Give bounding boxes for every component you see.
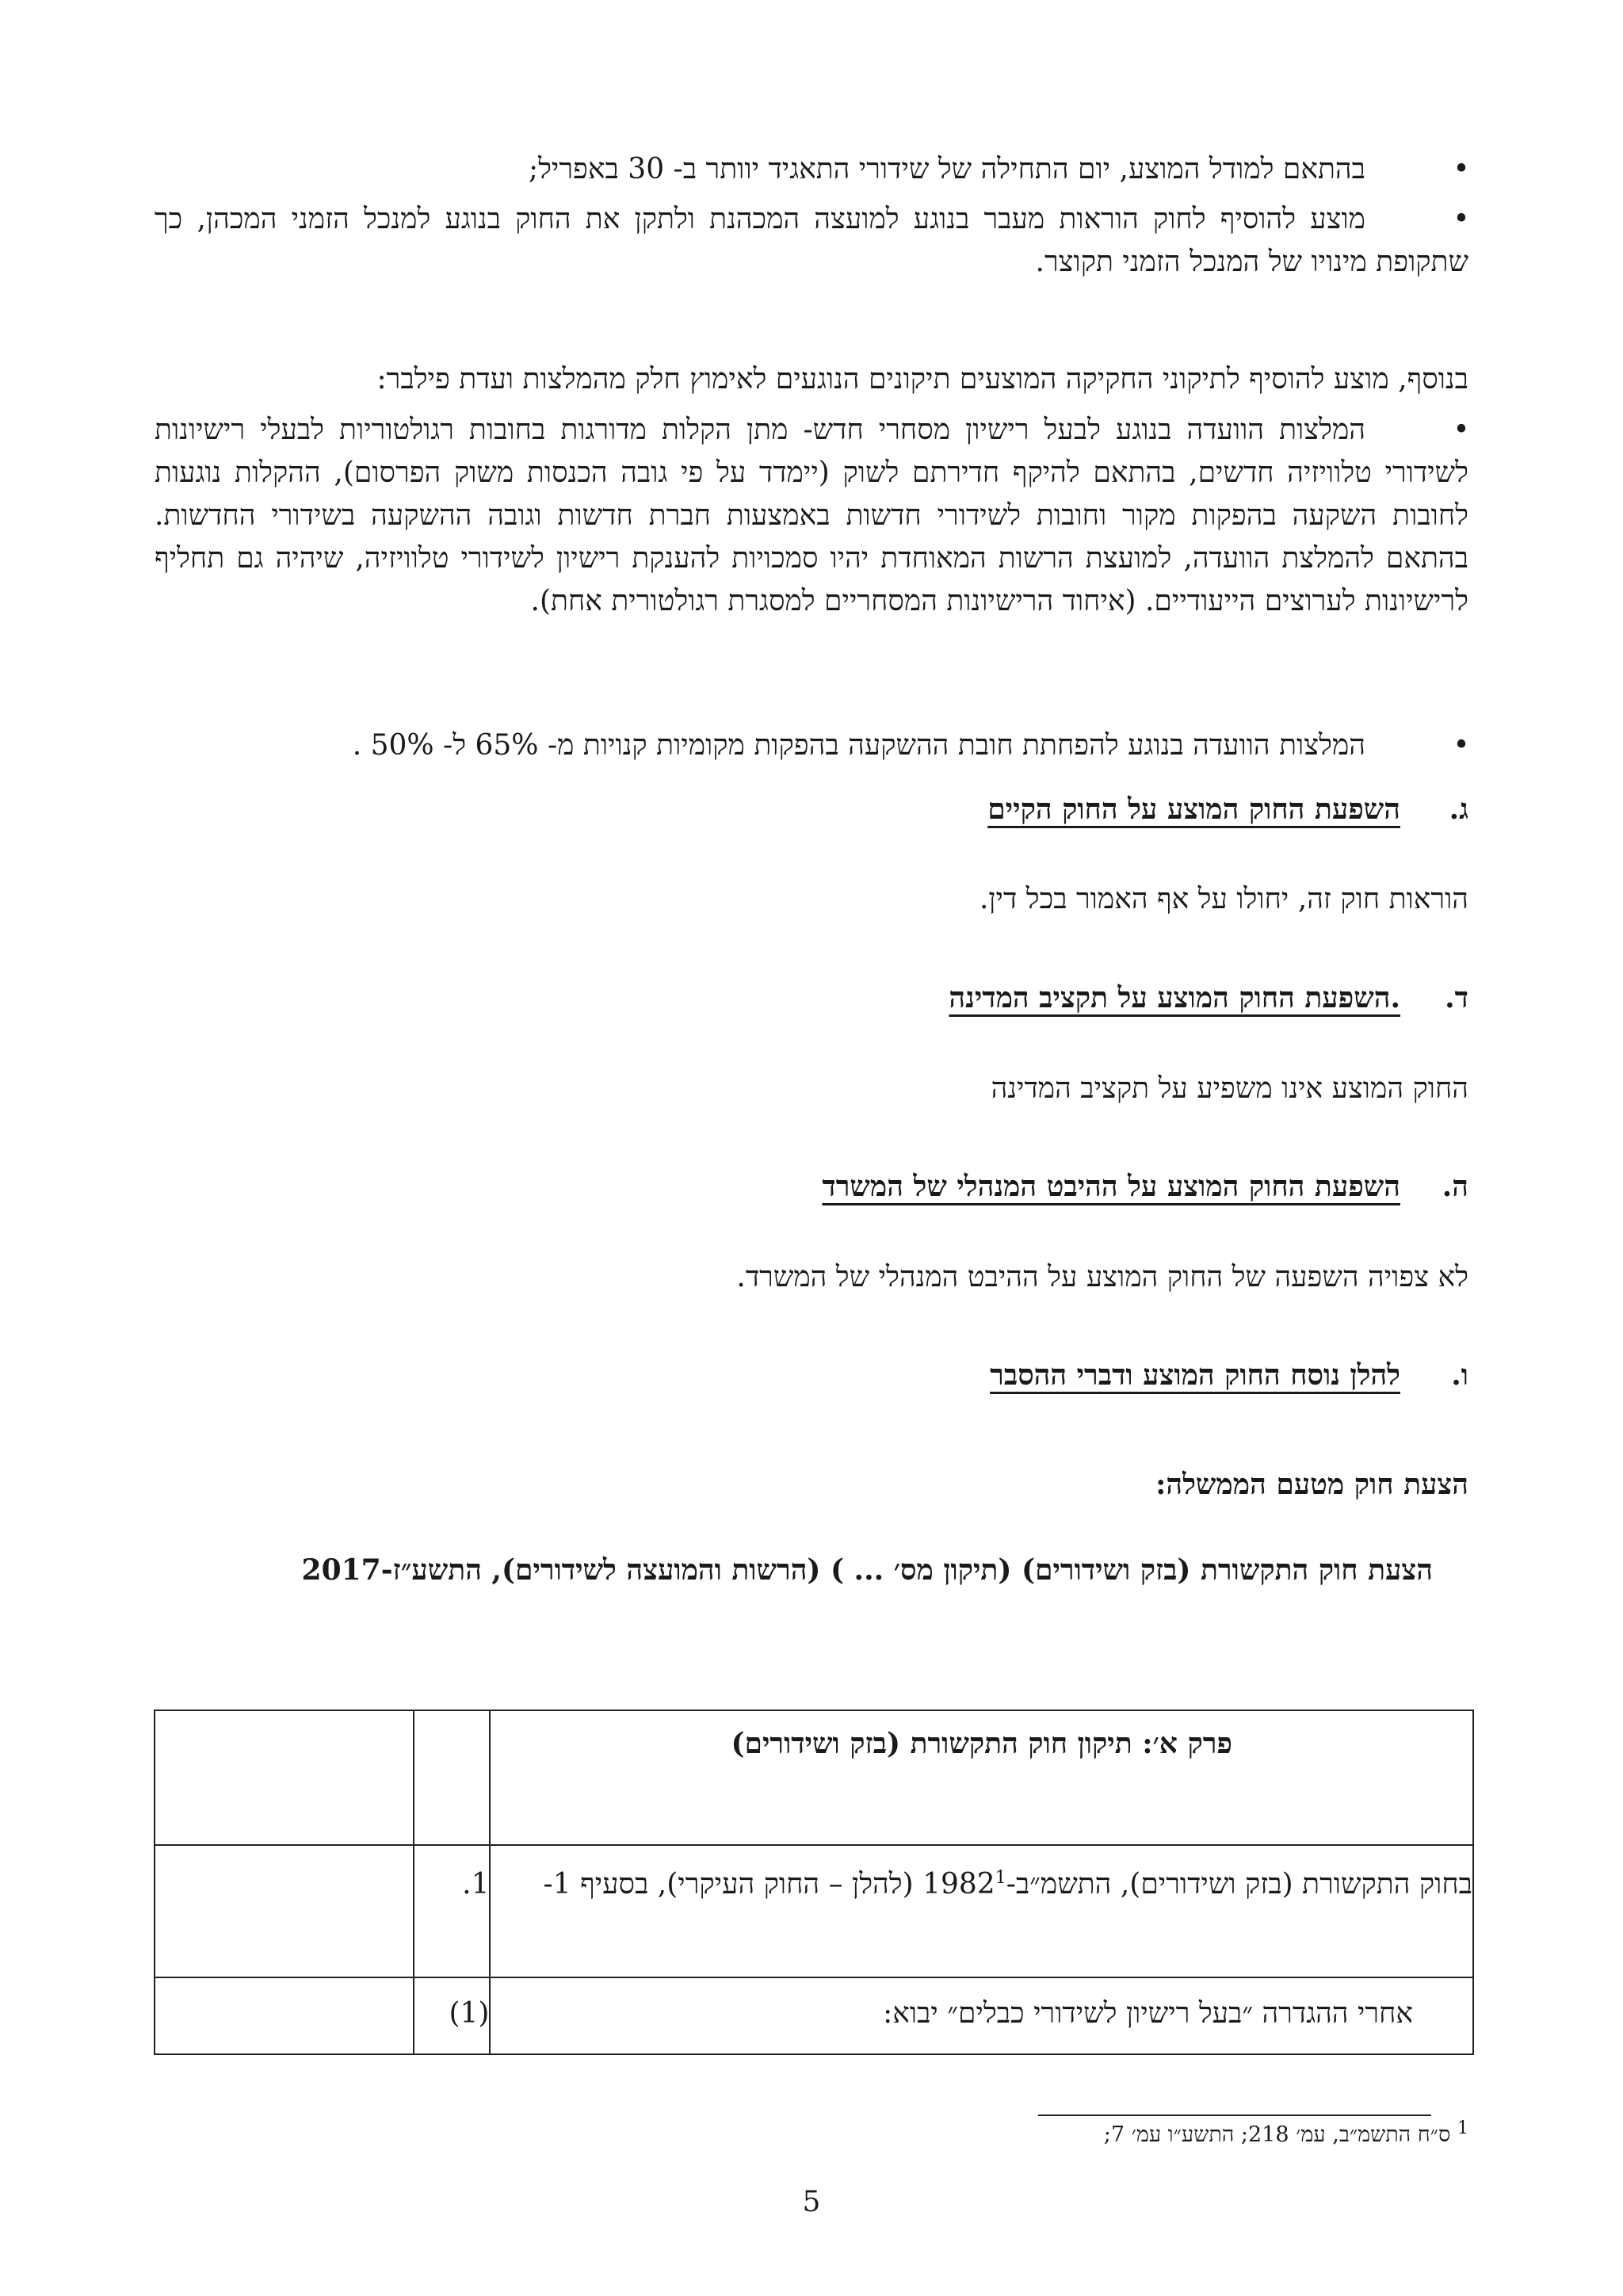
subsection-text: אחרי ההגדרה ״בעל רישיון לשידורי כבלים״ יבוא: [883,1997,1413,2030]
bullet-text: המלצות הוועדה בנוגע לבעל רישיון מסחרי חדש- מתן הקלות מדורגות בחובות רגולטוריות לבעלי רישיונות לשידורי טלוויזיה חדשים, בהתאם להיקף חדירתם לשוק (יימדד על פי גובה הכנסות משוק הפרסום), ההקלות נוגעות לחובות השקעה בהפקות מקור וחובות לשידורי חדשות באמצעות חברת חדשות וגובה ההשקעה בשידורי החדשות. בהתאם להמלצת הוועדה, למועצת הרשות המאוחדת יהיו סמכויות להענקת רישיון לשידורי טלוויזיה, שיהיה גם תחליף לרישיונות לערוצים הייעודיים. (איחוד הרישיונות המסחריים למסגרת רגולטורית אחת). [155,414,1468,617]
section-heading [949,976,1468,1019]
bullet-text: מוצע להוסיף לחוק הוראות מעבר בנוגע למועצה המכהנת ולתקן את החוק בנוגע למנכל הזמני המכהן, כך שתקופת מינויו של המנכל הזמני תקוצר. [155,203,1468,278]
bullet-text: המלצות הוועדה בנוגע להפחתת חובת ההשקעה בהפקות מקומיות קנויות מ- 65% ל- 50% . [352,729,1365,762]
bullet-marker: • [1453,414,1470,446]
section-heading [822,1165,1468,1208]
table-cell [155,1710,414,1845]
table-row [155,1710,1473,1845]
footnote [1104,2119,1468,2151]
bullet-item [155,148,1468,191]
part-title: פרק א׳: תיקון חוק התקשורת (בזק ושידורים) [731,1727,1232,1760]
subsection-number: (1) [449,1997,490,2030]
part-title-cell [490,1710,1473,1845]
section-title: השפעת החוק המוצע על החוק הקיים [987,793,1400,826]
section-title: .השפעת החוק המוצע על תקציב המדינה [949,981,1400,1014]
section-1-text-b: (להלן – החוק העיקרי), בסעיף 1- [543,1868,923,1901]
section-body [155,1256,1468,1299]
section-body [155,1068,1468,1110]
table-row [155,1845,1473,1977]
bullet-marker: • [1453,729,1470,762]
footnote-text: ס״ח התשמ״ב, עמ׳ 218; התשע״ו עמ׳ 7; [1103,2122,1451,2147]
intro-paragraph-text: בנוסף, מוצע להוסיף לתיקוני החקיקה המוצעים תיקונים הנוגעים לאימוץ חלק מהמלצות ועדת פילבר: [376,363,1468,395]
section-letter: ג. [1449,793,1468,826]
section-heading [987,788,1468,831]
table-cell [414,1710,491,1845]
table-cell [155,1977,414,2054]
bullet-marker: • [1453,153,1470,185]
proposal-heading: הצעת חוק מטעם הממשלה: [1155,1468,1468,1501]
section-letter: ה. [1442,1170,1468,1203]
bullet-marker: • [1453,203,1470,235]
section-body-text: לא צפויה השפעה של החוק המוצע על ההיבט המנהלי של המשרד. [736,1261,1468,1293]
footnote-ref: 1 [995,1868,1006,1888]
section-number: 1. [462,1868,490,1901]
section-title: השפעת החוק המוצע על ההיבט המנהלי של המשרד [822,1170,1400,1203]
section-1-text [491,1846,1472,1908]
footnote-marker: 1 [1457,2118,1468,2138]
table-cell [490,1977,1473,2054]
section-title: להלן נוסח החוק המוצע ודברי ההסבר [990,1358,1400,1392]
table-cell [414,1845,491,1977]
bullet-item [155,198,1468,284]
section-letter: ד. [1445,981,1468,1014]
section-body [155,878,1468,921]
law-table [154,1710,1474,2055]
table-cell [490,1845,1473,1977]
section-heading [990,1354,1468,1396]
table-cell [414,1977,491,2054]
footnote-separator [1038,2115,1431,2116]
table-cell [155,1845,414,1977]
section-1-text-a: בחוק התקשורת (בזק ושידורים), התשמ״ב-1982 [922,1868,1472,1901]
bullet-text: בהתאם למודל המוצע, יום התחילה של שידורי התאגיד יוותר ב- 30 באפריל; [528,153,1365,185]
section-letter: ו. [1451,1358,1468,1392]
bullet-item [155,724,1468,767]
bullet-item [155,409,1468,623]
proposal-title: הצעת חוק התקשורת (בזק ושידורים) (תיקון מס׳ ... ) (הרשות והמועצה לשידורים), התשע״ז-2017 [301,1553,1433,1587]
page-number: 5 [802,2186,821,2218]
intro-paragraph [155,358,1468,401]
section-body-text: החוק המוצע אינו משפיע על תקציב המדינה [991,1072,1468,1105]
table-row [155,1977,1473,2054]
section-body-text: הוראות חוק זה, יחולו על אף האמור בכל דין. [979,883,1468,915]
